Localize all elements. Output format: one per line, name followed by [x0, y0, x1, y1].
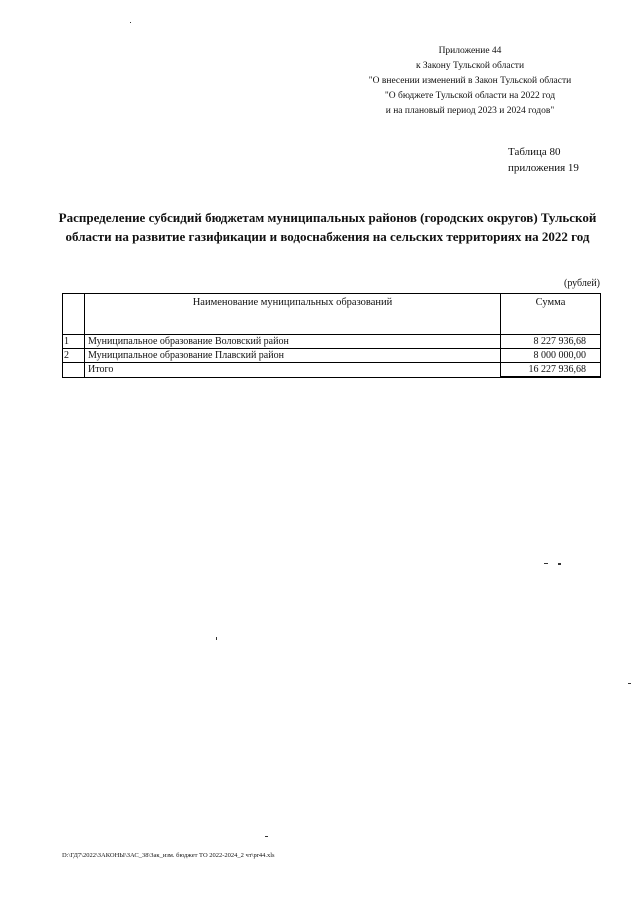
appendix-law-title-line1: "О внесении изменений в Закон Тульской области — [368, 76, 572, 86]
scan-speck — [216, 637, 217, 640]
column-header-name: Наименование муниципальных образований — [85, 294, 501, 335]
document-title — [40, 208, 615, 246]
table-appendix: приложения 19 — [508, 162, 579, 174]
table-number: Таблица 80 — [508, 146, 561, 158]
appendix-number: Приложение 44 — [438, 46, 502, 56]
appendix-header — [340, 44, 600, 119]
row-sum: 8 227 936,68 — [501, 335, 601, 349]
table-row — [63, 335, 601, 349]
scan-speck — [628, 683, 631, 684]
total-sum: 16 227 936,68 — [501, 363, 601, 378]
total-row — [63, 363, 601, 378]
column-header-number — [63, 294, 85, 335]
row-name: Муниципальное образование Воловский район — [85, 335, 501, 349]
scan-speck — [130, 22, 131, 23]
appendix-law-ref: к Закону Тульской области — [415, 61, 525, 71]
table-row — [63, 349, 601, 363]
appendix-law-title-line2: "О бюджете Тульской области на 2022 год — [384, 91, 556, 101]
table-reference — [508, 144, 579, 176]
scan-speck — [265, 836, 268, 837]
document-title-line1: Распределение субсидий бюджетам муниципальных районов (городских округов) Тульской — [58, 210, 597, 225]
document-title-line2: области на развитие газификации и водоснабжения на сельских территориях на 2022 год — [65, 229, 590, 244]
scan-speck — [544, 563, 548, 564]
subsidy-table — [62, 293, 601, 378]
row-number: 1 — [63, 335, 85, 349]
row-number: 2 — [63, 349, 85, 363]
units-label: (рублей) — [563, 278, 600, 289]
total-empty-cell — [63, 363, 85, 378]
column-header-sum: Сумма — [501, 294, 601, 335]
scan-speck — [558, 563, 561, 565]
table-header-row — [63, 294, 601, 335]
total-label: Итого — [85, 363, 501, 378]
file-path-footer: D:\ГД7\2022\ЗАКОНЫ\ЗАС_38\Зак_изм. бюджет ТО 2022-2024_2 чт\pr44.xls — [62, 852, 275, 859]
appendix-law-title-line3: и на плановый период 2023 и 2024 годов" — [385, 106, 555, 116]
row-name: Муниципальное образование Плавский район — [85, 349, 501, 363]
row-sum: 8 000 000,00 — [501, 349, 601, 363]
